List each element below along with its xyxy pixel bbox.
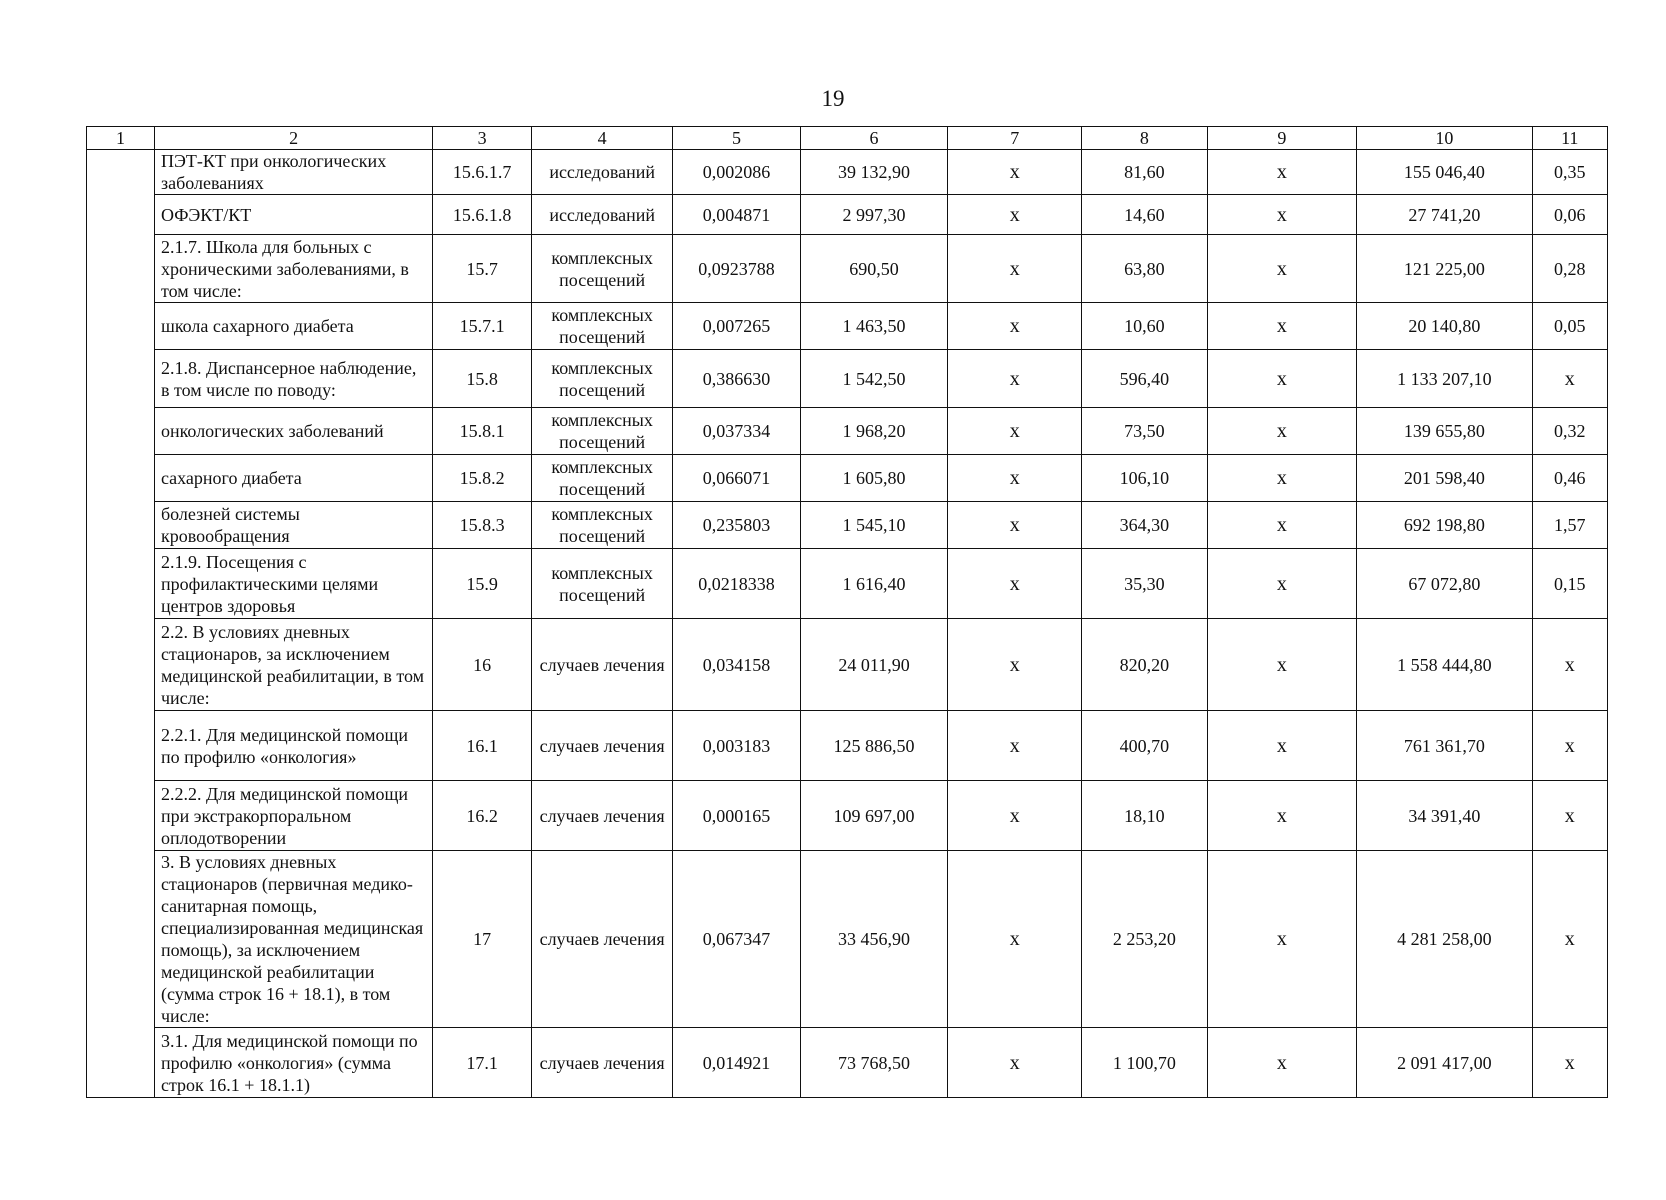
cell-col10: 4 281 258,00 (1357, 851, 1532, 1028)
cell-col5: 0,037334 (673, 408, 800, 455)
row-unit: исследований (532, 150, 673, 195)
column-header: 11 (1532, 127, 1607, 150)
cell-col7: х (948, 781, 1082, 851)
cell-col7: х (948, 350, 1082, 408)
row-code: 17 (433, 851, 532, 1028)
data-table (86, 126, 1608, 1098)
table-row (87, 350, 1608, 408)
row-unit: исследований (532, 195, 673, 235)
cell-col10: 121 225,00 (1357, 235, 1532, 303)
cell-col8: 35,30 (1082, 549, 1207, 619)
table-row (87, 851, 1608, 1028)
cell-col6: 125 886,50 (800, 711, 948, 781)
row-code: 15.7.1 (433, 303, 532, 350)
row-name: болезней системы кровообращения (154, 502, 432, 549)
cell-col11: 0,06 (1532, 195, 1607, 235)
cell-col7: х (948, 150, 1082, 195)
cell-col9: х (1207, 781, 1357, 851)
cell-col6: 1 463,50 (800, 303, 948, 350)
cell-col5: 0,034158 (673, 619, 800, 711)
cell-col9: х (1207, 350, 1357, 408)
cell-col5: 0,014921 (673, 1028, 800, 1098)
cell-col6: 1 605,80 (800, 455, 948, 502)
table-row (87, 303, 1608, 350)
cell-col11: х (1532, 711, 1607, 781)
cell-col5: 0,066071 (673, 455, 800, 502)
cell-col7: х (948, 235, 1082, 303)
column-header: 2 (154, 127, 432, 150)
row-code: 15.8.2 (433, 455, 532, 502)
row-unit: случаев лечения (532, 1028, 673, 1098)
cell-col11: х (1532, 851, 1607, 1028)
cell-col6: 690,50 (800, 235, 948, 303)
cell-col9: х (1207, 711, 1357, 781)
table-row (87, 711, 1608, 781)
cell-col10: 692 198,80 (1357, 502, 1532, 549)
cell-col11: х (1532, 619, 1607, 711)
row-code: 15.6.1.7 (433, 150, 532, 195)
cell-col5: 0,000165 (673, 781, 800, 851)
cell-col7: х (948, 455, 1082, 502)
cell-col8: 10,60 (1082, 303, 1207, 350)
cell-col10: 201 598,40 (1357, 455, 1532, 502)
table-row (87, 150, 1608, 195)
cell-col5: 0,0923788 (673, 235, 800, 303)
cell-col7: х (948, 851, 1082, 1028)
cell-col6: 33 456,90 (800, 851, 948, 1028)
cell-col6: 1 616,40 (800, 549, 948, 619)
cell-col9: х (1207, 549, 1357, 619)
column-header: 9 (1207, 127, 1357, 150)
cell-col10: 2 091 417,00 (1357, 1028, 1532, 1098)
cell-col11: х (1532, 350, 1607, 408)
column-header: 8 (1082, 127, 1207, 150)
cell-col10: 1 133 207,10 (1357, 350, 1532, 408)
row-unit: случаев лечения (532, 711, 673, 781)
cell-col8: 63,80 (1082, 235, 1207, 303)
cell-col7: х (948, 408, 1082, 455)
row-code: 16 (433, 619, 532, 711)
cell-col9: х (1207, 502, 1357, 549)
cell-col9: х (1207, 150, 1357, 195)
cell-col9: х (1207, 455, 1357, 502)
table-row (87, 195, 1608, 235)
cell-col5: 0,003183 (673, 711, 800, 781)
cell-col6: 39 132,90 (800, 150, 948, 195)
row-unit: комплексных посещений (532, 455, 673, 502)
blank-column-cell (87, 150, 155, 1098)
table-row (87, 502, 1608, 549)
cell-col7: х (948, 711, 1082, 781)
cell-col10: 1 558 444,80 (1357, 619, 1532, 711)
cell-col5: 0,235803 (673, 502, 800, 549)
cell-col9: х (1207, 195, 1357, 235)
cell-col8: 2 253,20 (1082, 851, 1207, 1028)
row-name: 2.2.1. Для медицинской помощи по профилю «онкология» (154, 711, 432, 781)
row-code: 16.1 (433, 711, 532, 781)
cell-col8: 18,10 (1082, 781, 1207, 851)
cell-col9: х (1207, 1028, 1357, 1098)
cell-col6: 73 768,50 (800, 1028, 948, 1098)
cell-col7: х (948, 502, 1082, 549)
cell-col8: 1 100,70 (1082, 1028, 1207, 1098)
row-unit: комплексных посещений (532, 235, 673, 303)
row-code: 15.8.1 (433, 408, 532, 455)
cell-col11: 0,32 (1532, 408, 1607, 455)
cell-col10: 139 655,80 (1357, 408, 1532, 455)
row-name: сахарного диабета (154, 455, 432, 502)
cell-col10: 34 391,40 (1357, 781, 1532, 851)
table-row (87, 455, 1608, 502)
row-name: 3. В условиях дневных стационаров (первичная медико-санитарная помощь, специализированная медицинская помощь), за исключением медицинской реабилитации (сумма строк 16 + 18.1), в том числе: (154, 851, 432, 1028)
cell-col10: 67 072,80 (1357, 549, 1532, 619)
cell-col8: 14,60 (1082, 195, 1207, 235)
cell-col5: 0,386630 (673, 350, 800, 408)
cell-col11: 0,35 (1532, 150, 1607, 195)
row-code: 17.1 (433, 1028, 532, 1098)
cell-col11: х (1532, 1028, 1607, 1098)
row-unit: случаев лечения (532, 619, 673, 711)
row-code: 15.8.3 (433, 502, 532, 549)
row-unit: комплексных посещений (532, 303, 673, 350)
row-unit: комплексных посещений (532, 408, 673, 455)
cell-col8: 820,20 (1082, 619, 1207, 711)
cell-col7: х (948, 195, 1082, 235)
cell-col8: 81,60 (1082, 150, 1207, 195)
cell-col5: 0,0218338 (673, 549, 800, 619)
cell-col6: 1 542,50 (800, 350, 948, 408)
row-unit: случаев лечения (532, 851, 673, 1028)
column-header: 10 (1357, 127, 1532, 150)
cell-col6: 1 545,10 (800, 502, 948, 549)
row-name: 2.2. В условиях дневных стационаров, за исключением медицинской реабилитации, в том числе: (154, 619, 432, 711)
row-name: 2.1.7. Школа для больных с хроническими заболеваниями, в том числе: (154, 235, 432, 303)
cell-col10: 27 741,20 (1357, 195, 1532, 235)
row-code: 16.2 (433, 781, 532, 851)
cell-col11: 1,57 (1532, 502, 1607, 549)
row-name: 3.1. Для медицинской помощи по профилю «онкология» (сумма строк 16.1 + 18.1.1) (154, 1028, 432, 1098)
row-name: школа сахарного диабета (154, 303, 432, 350)
table-row (87, 408, 1608, 455)
cell-col6: 1 968,20 (800, 408, 948, 455)
row-name: ПЭТ-КТ при онкологических заболеваниях (154, 150, 432, 195)
row-unit: комплексных посещений (532, 350, 673, 408)
cell-col9: х (1207, 851, 1357, 1028)
row-code: 15.7 (433, 235, 532, 303)
table-row (87, 781, 1608, 851)
cell-col9: х (1207, 619, 1357, 711)
row-name: онкологических заболеваний (154, 408, 432, 455)
cell-col11: 0,46 (1532, 455, 1607, 502)
cell-col11: 0,05 (1532, 303, 1607, 350)
cell-col8: 106,10 (1082, 455, 1207, 502)
cell-col8: 400,70 (1082, 711, 1207, 781)
cell-col5: 0,067347 (673, 851, 800, 1028)
header-row (87, 127, 1608, 150)
cell-col8: 596,40 (1082, 350, 1207, 408)
cell-col6: 109 697,00 (800, 781, 948, 851)
page-number: 19 (821, 86, 845, 111)
row-name: 2.1.9. Посещения с профилактическими целями центров здоровья (154, 549, 432, 619)
cell-col5: 0,004871 (673, 195, 800, 235)
row-name: 2.1.8. Диспансерное наблюдение, в том числе по поводу: (154, 350, 432, 408)
table-row (87, 235, 1608, 303)
cell-col7: х (948, 1028, 1082, 1098)
cell-col5: 0,007265 (673, 303, 800, 350)
row-unit: комплексных посещений (532, 502, 673, 549)
cell-col10: 155 046,40 (1357, 150, 1532, 195)
cell-col8: 73,50 (1082, 408, 1207, 455)
table-row (87, 619, 1608, 711)
row-unit: случаев лечения (532, 781, 673, 851)
cell-col9: х (1207, 303, 1357, 350)
cell-col9: х (1207, 235, 1357, 303)
cell-col9: х (1207, 408, 1357, 455)
cell-col7: х (948, 619, 1082, 711)
cell-col6: 24 011,90 (800, 619, 948, 711)
row-code: 15.6.1.8 (433, 195, 532, 235)
column-header: 1 (87, 127, 155, 150)
row-unit: комплексных посещений (532, 549, 673, 619)
cell-col10: 761 361,70 (1357, 711, 1532, 781)
cell-col11: 0,15 (1532, 549, 1607, 619)
table-row (87, 549, 1608, 619)
column-header: 3 (433, 127, 532, 150)
row-code: 15.8 (433, 350, 532, 408)
cell-col11: х (1532, 781, 1607, 851)
cell-col7: х (948, 549, 1082, 619)
cell-col10: 20 140,80 (1357, 303, 1532, 350)
cell-col6: 2 997,30 (800, 195, 948, 235)
row-name: 2.2.2. Для медицинской помощи при экстракорпоральном оплодотворении (154, 781, 432, 851)
table-row (87, 1028, 1608, 1098)
column-header: 7 (948, 127, 1082, 150)
cell-col11: 0,28 (1532, 235, 1607, 303)
cell-col5: 0,002086 (673, 150, 800, 195)
row-code: 15.9 (433, 549, 532, 619)
cell-col8: 364,30 (1082, 502, 1207, 549)
cell-col7: х (948, 303, 1082, 350)
row-name: ОФЭКТ/КТ (154, 195, 432, 235)
column-header: 5 (673, 127, 800, 150)
column-header: 4 (532, 127, 673, 150)
column-header: 6 (800, 127, 948, 150)
